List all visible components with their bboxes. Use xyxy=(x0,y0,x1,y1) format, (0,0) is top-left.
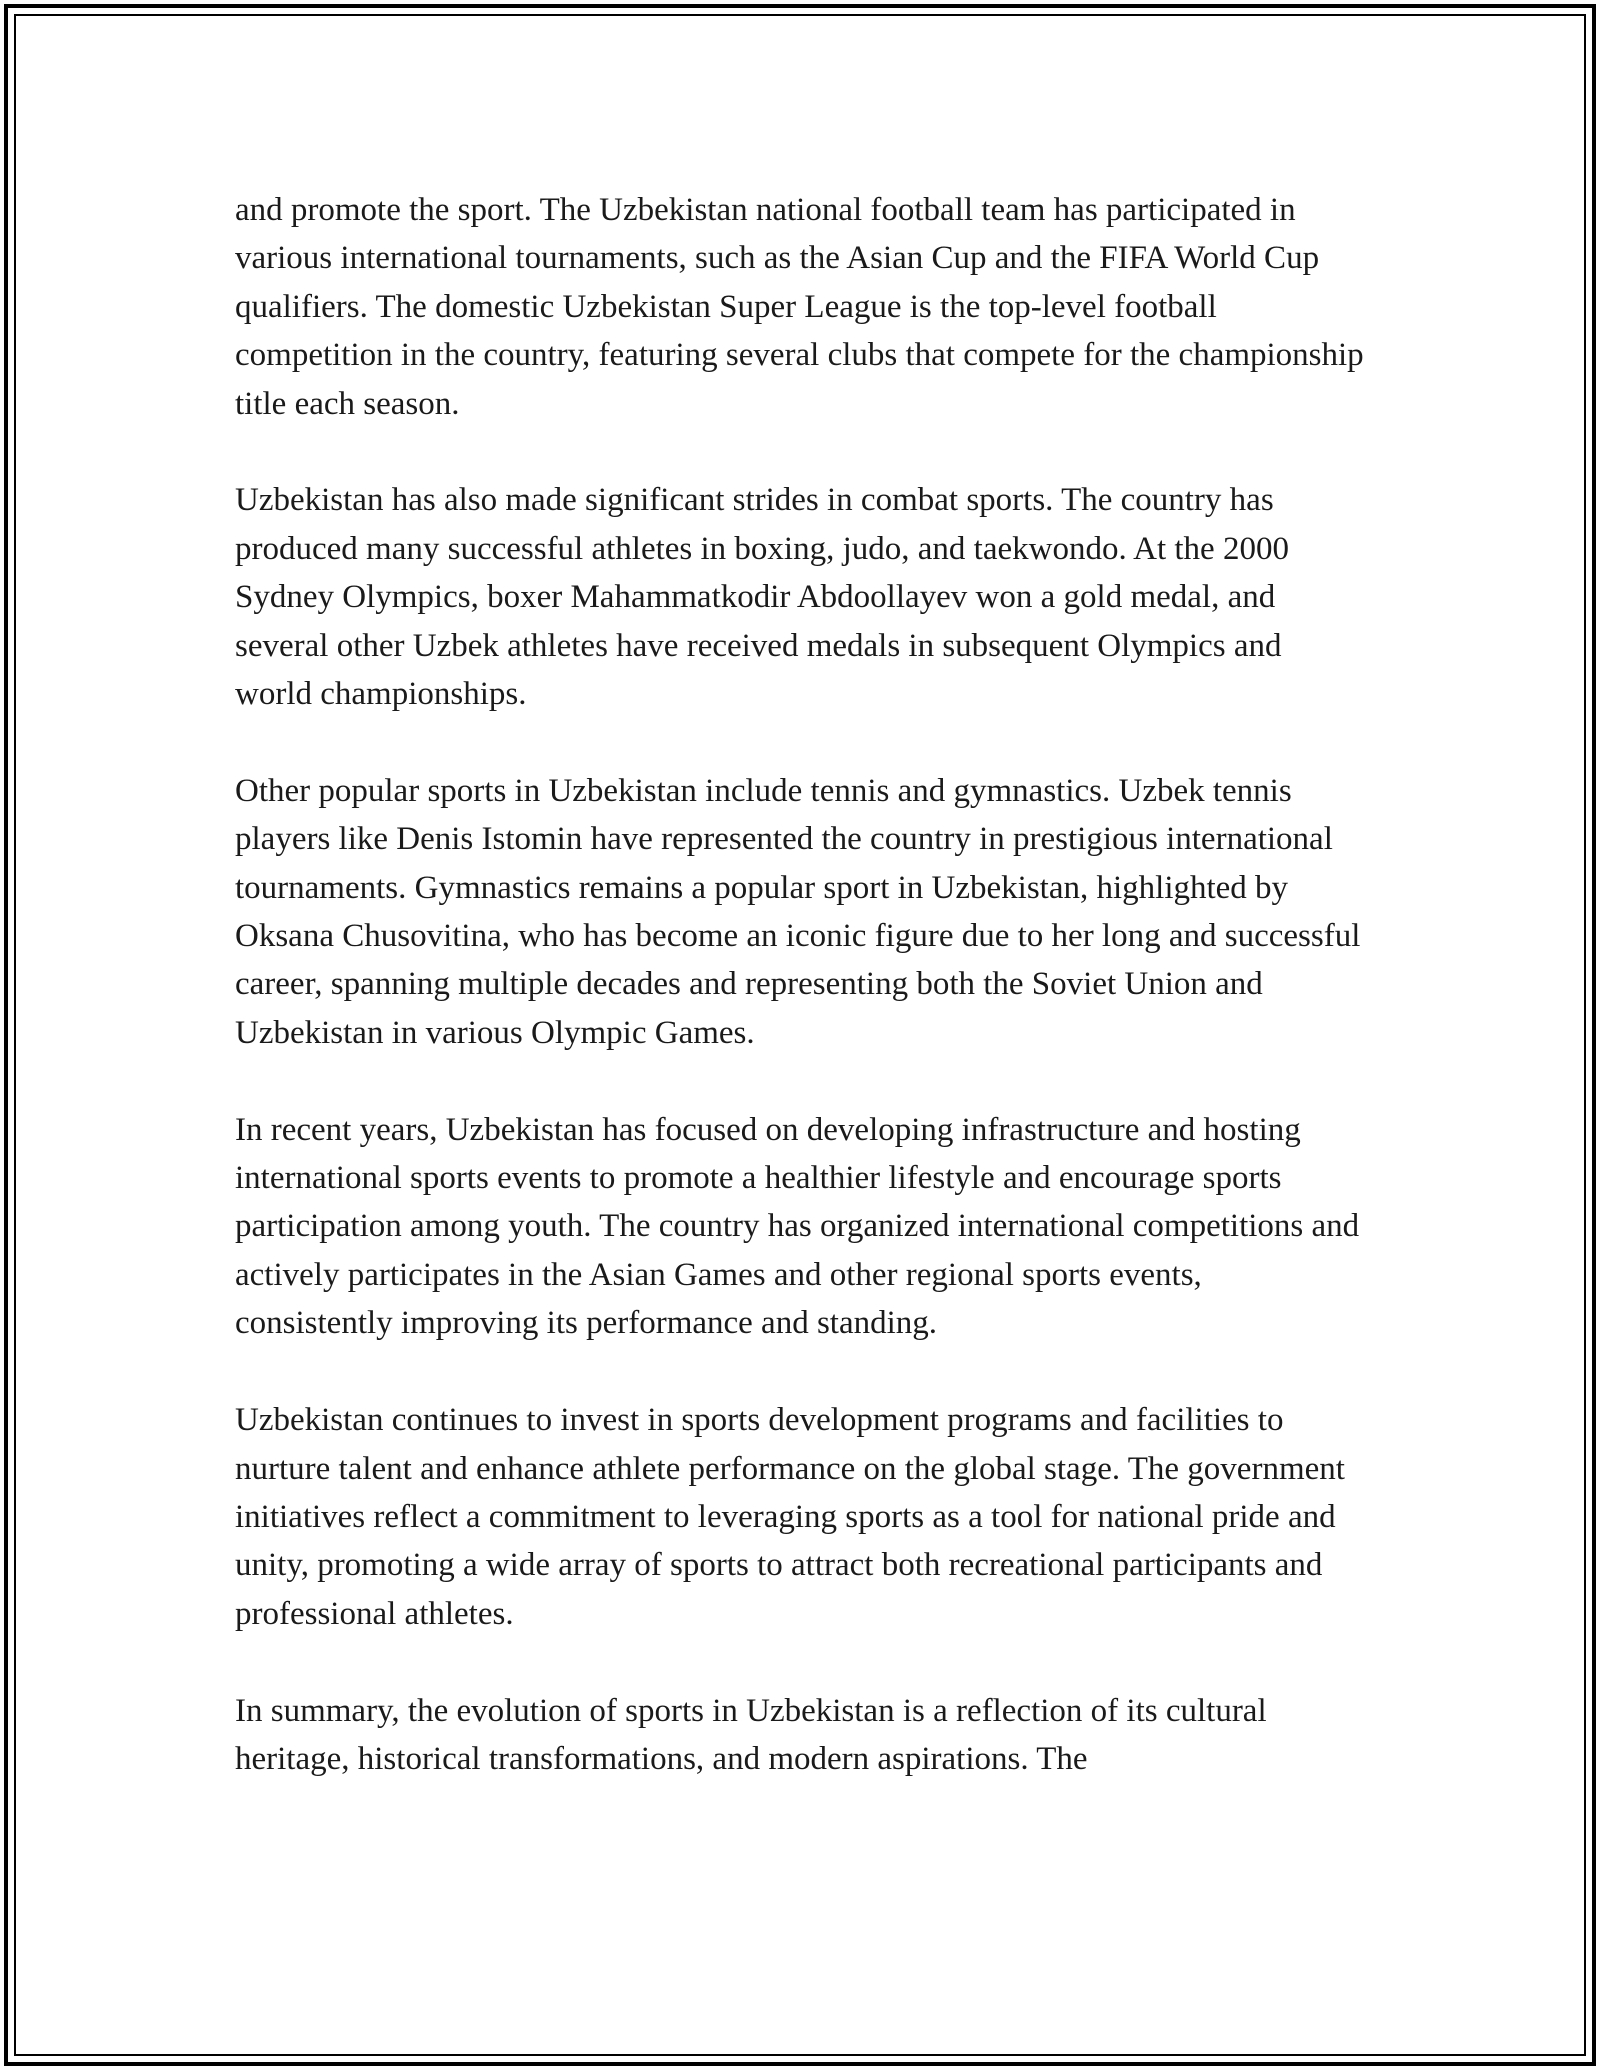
document-body xyxy=(235,186,1365,1783)
paragraph-investment: Uzbekistan continues to invest in sports development programs and facilities to nurture talent and enhance athlete performance on the global stage. The government initiatives reflect a commitment to leveraging sports as a tool for national pride and unity, promoting a wide array of sports to attract both recreational participants and professional athletes. xyxy=(235,1402,1345,1632)
paragraph-tennis-gymnastics: Other popular sports in Uzbekistan include tennis and gymnastics. Uzbek tennis players like Denis Istomin have represented the country in prestigious international tournaments. Gymnastics remains a popular sport in Uzbekistan, highlighted by Oksana Chusovitina, who has become an iconic figure due to her long and successful career, spanning multiple decades and representing both the Soviet Union and Uzbekistan in various Olympic Games. xyxy=(235,772,1361,1051)
paragraph-combat-sports: Uzbekistan has also made significant strides in combat sports. The country has produced many successful athletes in boxing, judo, and taekwondo. At the 2000 Sydney Olympics, boxer Mahammatkodir Abdoollayev won a gold medal, and several other Uzbek athletes have received medals in subsequent Olympics and world championships. xyxy=(235,482,1289,713)
paragraph-infrastructure: In recent years, Uzbekistan has focused on developing infrastructure and hosting international sports events to promote a healthier lifestyle and encourage sports participation among youth. The country has organized international competitions and actively participates in the Asian Games and other regional sports events, consistently improving its performance and standing. xyxy=(235,1111,1360,1342)
paragraph-summary: In summary, the evolution of sports in Uzbekistan is a reflection of its cultural heritage, historical transformations, and modern aspirations. The xyxy=(235,1692,1267,1777)
paragraph-football: and promote the sport. The Uzbekistan national football team has participated in various international tournaments, such as the Asian Cup and the FIFA World Cup qualifiers. The domestic Uzbekistan Super League is the top-level football competition in the country, featuring several clubs that compete for the championship title each season. xyxy=(235,192,1364,422)
